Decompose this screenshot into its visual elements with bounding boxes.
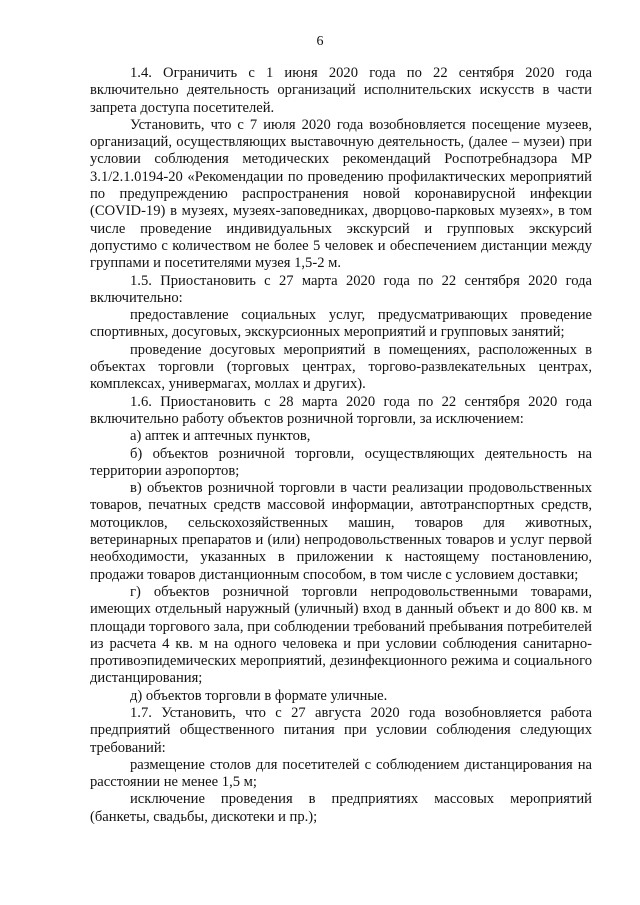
paragraph-1-7: 1.7. Установить, что с 27 августа 2020 года возобновляется работа предприятий общественного питания при условии соблюдения следующих требований: [90,704,592,756]
paragraph-1-5: 1.5. Приостановить с 27 марта 2020 года по 22 сентября 2020 года включительно: [90,272,592,306]
list-item-v: в) объектов розничной торговли в части реализации продовольственных товаров, печатных средств массовой информации, автотранспортных средств, мотоциклов, сельскохозяйственных машин, товаров для животных, ветеринарных препаратов и (или) непродовольственных товаров и услуг первой необходимости, указанных в приложении к настоящему постановлению, продажи товаров дистанционным способом, в том числе с условием доставки; [90,480,592,583]
document-body [90,65,592,826]
paragraph-1-6: 1.6. Приостановить с 28 марта 2020 года по 22 сентября 2020 года включительно работу объектов розничной торговли, за исключением: [90,393,592,427]
paragraph-leisure-events: проведение досуговых мероприятий в помещениях, расположенных в объектах торговли (торговых центрах, торгово-развлекательных центрах, комплексах, универмагах, моллах и других). [90,341,592,393]
paragraph-museums: Установить, что с 7 июля 2020 года возобновляется посещение музеев, организаций, осуществляющих выставочную деятельность, (далее – музеи) при условии соблюдения методических рекомендаций Роспотребнадзора МР 3.1/2.1.0194-20 «Рекомендации по проведению профилактических мероприятий по предупреждению распространения новой коронавирусной инфекции (COVID-19) в музеях, музеях-заповедниках, дворцово-парковых музеях», в том числе проведение индивидуальных экскурсий и групповых экскурсий допустимо с количеством не более 5 человек и обеспечением дистанции между группами и посетителями музея 1,5-2 м. [90,116,592,272]
page-number: 6 [316,34,324,49]
list-item-d: д) объектов торговли в формате уличные. [130,687,388,704]
paragraph-1-4: 1.4. Ограничить с 1 июня 2020 года по 22 сентября 2020 года включительно деятельность организаций исполнительских искусств в части запрета доступа посетителей. [90,65,592,116]
paragraph-tables-distance: размещение столов для посетителей с соблюдением дистанцирования на расстоянии не менее 1,5 м; [90,756,592,791]
list-item-g: г) объектов розничной торговли непродовольственными товарами, имеющих отдельный наружный (уличный) вход в данный объект и до 800 кв. м площади торгового зала, при соблюдении требований пребывания потребителей из расчета 4 кв. м на одного человека и при условии соблюдения санитарно-противоэпидемических мероприятий, дезинфекционного режима и социального дистанцирования; [90,583,592,687]
paragraph-no-mass-events: исключение проведения в предприятиях массовых мероприятий (банкеты, свадьбы, дискотеки и пр.); [90,791,592,825]
list-item-a: а) аптек и аптечных пунктов, [130,428,311,445]
list-item-b: б) объектов розничной торговли, осуществляющих деятельность на территории аэропортов; [90,445,592,479]
paragraph-social-services: предоставление социальных услуг, предусматривающих проведение спортивных, досуговых, экскурсионных мероприятий и групповых занятий; [90,307,592,341]
